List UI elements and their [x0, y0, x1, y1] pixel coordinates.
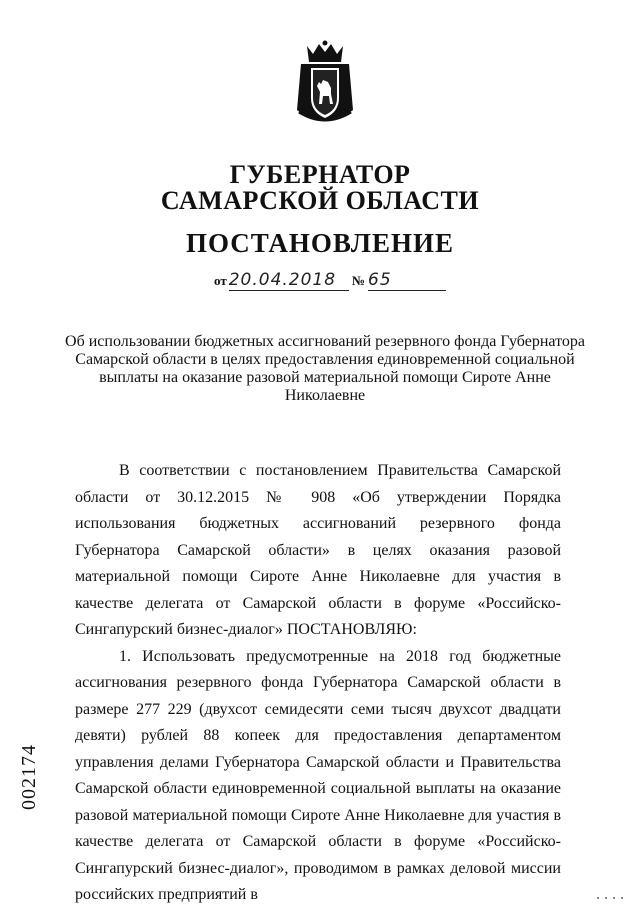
body-paragraph-2: 1. Использовать предусмотренные на 2018 год бюджетные ассигнования резервного фонда Губернатора Самарской области в размере 277 229 (двухсот семидесяти семи тысяч двухсот двадцати девяти) рублей 88 копеек для предоставления департаментом управления делами Губернатора Самарской области и Правительства Самарской области единовременной социальной выплаты на оказание разовой материальной помощи Сироте Анне Николаевне для участия в качестве делегата от Самарской области в форуме «Российско-Сингапурский бизнес-диалог», проводимом в рамках деловой миссии российских предприятий в: [75, 647, 561, 903]
document-date: 20.04.2018: [228, 270, 337, 290]
scan-artifact: [594, 895, 634, 901]
title-governor: ГУБЕРНАТОР: [229, 160, 411, 189]
body-paragraph-1: В соответствии с постановлением Правительства Самарской области от 30.12.2015 № 908 «Об утверждении Порядка использования бюджетных ассигнований резервного фонда Губернатора Самарской области» в целях оказания разовой материальной помощи Сироте Анне Николаевне для участия в качестве делегата от Самарской области в форуме «Российско-Сингапурский бизнес-диалог» ПОСТАНОВЛЯЮ:: [75, 462, 561, 638]
coat-of-arms-emblem: [295, 40, 355, 132]
date-number-line: [214, 270, 446, 291]
document-number: 65: [368, 270, 392, 290]
number-label: №: [351, 273, 366, 288]
margin-serial-number: 002174: [18, 744, 40, 810]
document-type-title: ПОСТАНОВЛЕНИЕ: [185, 228, 455, 258]
document-subject: Об использовании бюджетных ассигнований резервного фонда Губернатора Самарской области в целях предоставления единовременной социальной выплаты на оказание разовой материальной помощи Сироте Анне Николаевне: [65, 333, 585, 404]
from-label: от: [214, 273, 227, 288]
title-region: САМАРСКОЙ ОБЛАСТИ: [160, 186, 480, 215]
document-body: [75, 458, 561, 909]
